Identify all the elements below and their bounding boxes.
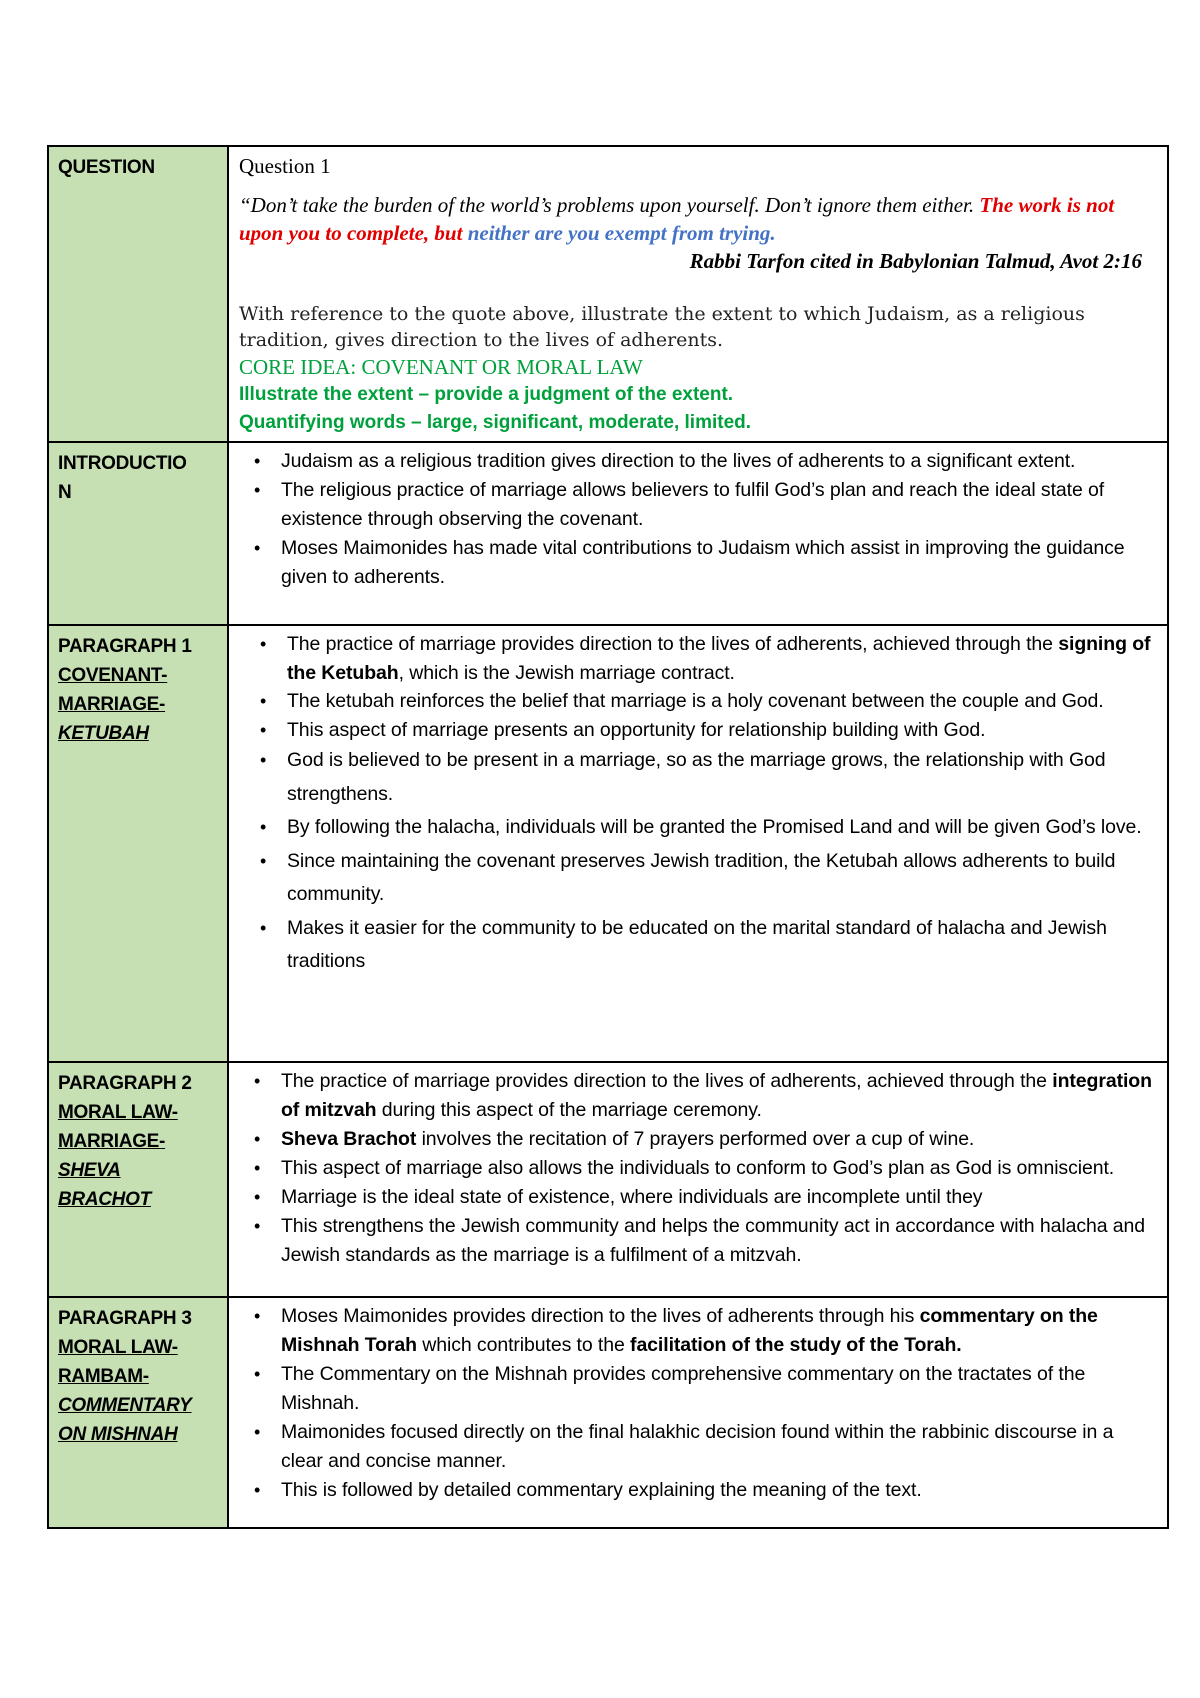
introduction-label-line1: INTRODUCTIO: [58, 453, 187, 474]
list-item: • Since maintaining the covenant preserves Jewish tradition, the Ketubah allows adherents to build community.: [260, 849, 1116, 905]
paragraph3-label-moral-law: MORAL LAW-: [58, 1337, 178, 1358]
list-item: • Marriage is the ideal state of existence, where individuals are incomplete until they: [254, 1186, 983, 1208]
question-title: Question 1: [239, 154, 331, 178]
list-item: • By following the halacha, individuals will be granted the Promised Land and will be given God’s love.: [260, 816, 1142, 838]
list-item: • Makes it easier for the community to be educated on the marital standard of halacha and Jewish traditions: [260, 916, 1107, 972]
paragraph2-label-brachot: BRACHOT: [58, 1189, 151, 1210]
quote-blue-text: neither are you exempt from trying.: [467, 221, 776, 245]
list-item: • Moses Maimonides provides direction to the lives of adherents through his commentary on the Mishnah Torah which contributes to the facilitation of the study of the Torah.: [254, 1305, 1098, 1356]
list-item: • This aspect of marriage also allows the individuals to conform to God’s plan as God is omniscient.: [254, 1157, 1115, 1179]
instruction-extent: Illustrate the extent – provide a judgment of the extent.: [239, 384, 734, 405]
paragraph3-label-rambam: RAMBAM-: [58, 1366, 149, 1387]
paragraph2-row: [48, 1062, 1168, 1297]
list-item: • The Commentary on the Mishnah provides comprehensive commentary on the tractates of the Mishnah.: [254, 1363, 1086, 1414]
question-label: QUESTION: [58, 157, 155, 178]
paragraph3-label-cell: [48, 1297, 228, 1528]
essay-plan-table: [47, 145, 1169, 1529]
introduction-label-line2: N: [58, 482, 72, 503]
quote-citation: Rabbi Tarfon cited in Babylonian Talmud, Avot 2:16: [689, 249, 1142, 273]
paragraph2-content-cell: [228, 1062, 1168, 1297]
list-item: • God is believed to be present in a marriage, so as the marriage grows, the relationship with God strengthens.: [260, 749, 1106, 805]
introduction-content-cell: [228, 442, 1168, 625]
paragraph1-label: PARAGRAPH 1: [58, 636, 192, 657]
instruction-quantifying: Quantifying words – large, significant, moderate, limited.: [239, 412, 752, 433]
paragraph1-label-cell: [48, 625, 228, 1062]
question-row: [48, 146, 1168, 442]
list-item: • Sheva Brachot involves the recitation of 7 prayers performed over a cup of wine.: [254, 1128, 975, 1150]
paragraph3-bullets: [239, 1302, 1157, 1505]
question-content-cell: [228, 146, 1168, 442]
paragraph1-label-marriage: MARRIAGE-: [58, 694, 166, 715]
paragraph2-label: PARAGRAPH 2: [58, 1073, 192, 1094]
paragraph2-label-moral-law: MORAL LAW-: [58, 1102, 178, 1123]
list-item: • This is followed by detailed commentary explaining the meaning of the text.: [254, 1479, 922, 1501]
paragraph3-label-on-mishnah: ON MISHNAH: [58, 1424, 178, 1445]
paragraph1-row: [48, 625, 1168, 1062]
list-item: • This strengthens the Jewish community and helps the community act in accordance with halacha and Jewish standards as the marriage is a fulfilment of a mitzvah.: [254, 1215, 1146, 1266]
list-item: • The ketubah reinforces the belief that marriage is a holy covenant between the couple and God.: [260, 690, 1104, 712]
introduction-bullets: [239, 447, 1157, 592]
paragraph1-label-covenant: COVENANT-: [58, 665, 168, 686]
introduction-row: [48, 442, 1168, 625]
list-item: • Moses Maimonides has made vital contributions to Judaism which assist in improving the guidance given to adherents.: [254, 537, 1125, 588]
paragraph1-bullets-a: [245, 630, 1157, 744]
introduction-label-cell: [48, 442, 228, 625]
quote: [239, 191, 1157, 247]
paragraph1-label-ketubah: KETUBAH: [58, 723, 149, 744]
paragraph2-bullets: [239, 1067, 1157, 1270]
list-item: • The practice of marriage provides direction to the lives of adherents, achieved through the signing of the Ketubah, which is the Jewish marriage contract.: [260, 633, 1151, 684]
list-item: • The religious practice of marriage allows believers to fulfil God’s plan and reach the ideal state of existence through observing the covenant.: [254, 479, 1105, 530]
paragraph3-content-cell: [228, 1297, 1168, 1528]
question-prompt: With reference to the quote above, illustrate the extent to which Judaism, as a religious tradition, gives direction to the lives of adherents.: [239, 303, 1085, 351]
paragraph2-label-sheva: SHEVA: [58, 1160, 121, 1181]
list-item: • Judaism as a religious tradition gives direction to the lives of adherents to a significant extent.: [254, 450, 1076, 472]
paragraph3-label-commentary: COMMENTARY: [58, 1395, 192, 1416]
list-item: • This aspect of marriage presents an opportunity for relationship building with God.: [260, 718, 986, 741]
list-item: • Maimonides focused directly on the final halakhic decision found within the rabbinic discourse in a clear and concise manner.: [254, 1421, 1114, 1472]
paragraph1-content-cell: [228, 625, 1168, 1062]
paragraph2-label-marriage: MARRIAGE-: [58, 1131, 166, 1152]
quote-red-text: The work is not upon you to complete, but: [239, 193, 1115, 245]
paragraph3-row: [48, 1297, 1168, 1528]
core-idea: CORE IDEA: COVENANT OR MORAL LAW: [239, 355, 643, 379]
paragraph2-label-cell: [48, 1062, 228, 1297]
paragraph3-label: PARAGRAPH 3: [58, 1308, 192, 1329]
paragraph1-bullets-b: [245, 744, 1157, 979]
quote-text: “Don’t take the burden of the world’s problems upon yourself. Don’t ignore them either.: [239, 193, 980, 217]
question-label-cell: [48, 146, 228, 442]
list-item: • The practice of marriage provides direction to the lives of adherents, achieved through the integration of mitzvah during this aspect of the marriage ceremony.: [254, 1070, 1152, 1121]
